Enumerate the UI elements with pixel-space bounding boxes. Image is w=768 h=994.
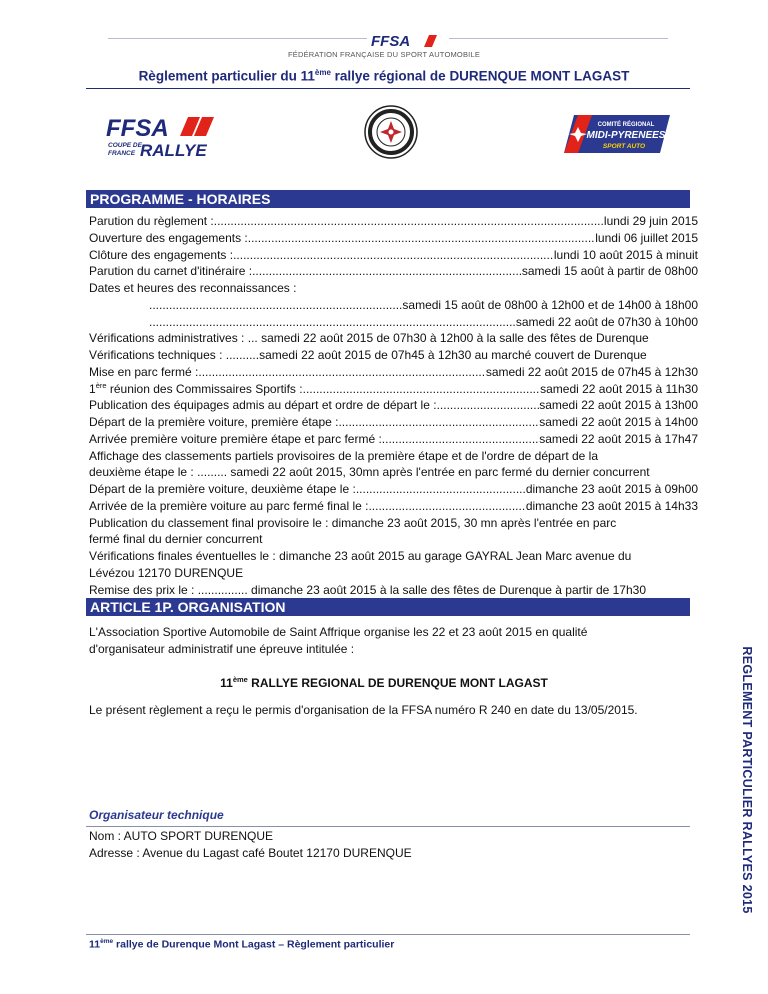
ffsa-coupe-de-france-rallye-logo — [104, 114, 224, 158]
programme-line: Vérifications finales éventuelles le : dimanche 23 août 2015 au garage GAYRAL Jean Marc avenue du — [89, 549, 632, 563]
svg-text:RALLYE: RALLYE — [140, 141, 207, 158]
organisateur-rule — [86, 826, 690, 827]
federation-subtitle: FÉDÉRATION FRANÇAISE DU SPORT AUTOMOBILE — [287, 50, 481, 59]
programme-line: Parution du carnet d'itinéraire : ..... samedi 15 août à partir de 08h00 — [89, 263, 698, 280]
svg-text:COUPE DE: COUPE DE — [108, 142, 142, 149]
programme-line: Lévézou 12170 DURENQUE — [89, 565, 244, 580]
programme-line: Vérifications administratives : ... samedi 22 août 2015 de 07h30 à 12h00 à la salle des fêtes de Durenque — [89, 331, 649, 346]
asa-seal-logo — [356, 104, 426, 160]
programme-line: ..... samedi 22 août de 07h30 à 10h00 — [89, 314, 698, 331]
svg-text:SPORT AUTO: SPORT AUTO — [602, 143, 646, 150]
svg-text:MIDI-PYRENEES: MIDI-PYRENEES — [586, 130, 666, 141]
organisateur-technique-label: Organisateur technique — [89, 808, 224, 822]
organisateur-name: Nom : AUTO SPORT DURENQUE — [89, 829, 274, 843]
programme-line: Vérifications techniques : ..........samedi 22 août 2015 de 07h45 à 12h30 au marché couvert de Durenque — [89, 348, 647, 362]
programme-line: Arrivée de la première voiture au parc fermé final le : ..... dimanche 23 août 2015 à 14h33 — [89, 498, 698, 515]
ffsa-header-logo — [363, 30, 453, 50]
programme-heading: PROGRAMME - HORAIRES — [86, 190, 690, 208]
programme-line: Parution du règlement : ..... lundi 29 juin 2015 — [89, 213, 698, 230]
programme-line: ..... samedi 15 août de 08h00 à 12h00 et de 14h00 à 18h00 — [89, 297, 698, 314]
page-title: Règlement particulier du 11ème rallye régional de DURENQUE MONT LAGAST — [138, 68, 630, 84]
programme-line: deuxième étape le : ......... samedi 22 août 2015, 30mn après l'entrée en parc fermé du dernier concurrent — [89, 465, 650, 480]
programme-line: fermé final du dernier concurrent — [89, 532, 263, 547]
programme-line: Publication du classement final provisoire le : dimanche 23 août 2015, 30 mn après l'entrée en parc — [89, 515, 617, 530]
programme-line: Ouverture des engagements : ..... lundi 06 juillet 2015 — [89, 230, 698, 247]
programme-line: 1ère réunion des Commissaires Sportifs : ..... samedi 22 août 2015 à 11h30 — [89, 381, 698, 398]
programme-list — [89, 213, 698, 598]
rally-name: 11ème RALLYE REGIONAL DE DURENQUE MONT LAGAST — [220, 675, 548, 690]
programme-line: Clôture des engagements : ..... lundi 10 août 2015 à minuit — [89, 247, 698, 264]
footer-text: 11ème rallye de Durenque Mont Lagast – Règlement particulier — [89, 938, 395, 951]
programme-line: Départ de la première voiture, première étape : ..... samedi 22 août 2015 à 14h00 — [89, 414, 698, 431]
svg-text:FRANCE: FRANCE — [108, 150, 136, 157]
programme-line: Arrivée première voiture première étape et parc fermé : ..... samedi 22 août 2015 à 17h47 — [89, 431, 698, 448]
svg-text:COMITÉ RÉGIONAL: COMITÉ RÉGIONAL — [597, 122, 655, 128]
footer-rule — [86, 934, 690, 935]
programme-line: Affichage des classements partiels provisoires de la première étape et de l'ordre de départ de la — [89, 448, 599, 463]
svg-text:FFSA: FFSA — [106, 115, 169, 142]
programme-line: Publication des équipages admis au départ et ordre de départ le : ..... samedi 22 août 2015 à 13h00 — [89, 397, 698, 414]
article-intro-line2: d'organisateur administratif une épreuve intitulée : — [89, 642, 355, 656]
organisateur-address: Adresse : Avenue du Lagast café Boutet 12170 DURENQUE — [89, 846, 412, 860]
ffsa-header-logo-text: FFSA — [371, 33, 411, 50]
article-intro-line1: L'Association Sportive Automobile de Saint Affrique organise les 22 et 23 août 2015 en qualité — [89, 625, 588, 639]
programme-line: Remise des prix le : ............... dimanche 23 août 2015 à la salle des fêtes de Durenque à partir de 17h30 — [89, 582, 646, 597]
programme-line: Mise en parc fermé : ..... samedi 22 août 2015 de 07h45 à 12h30 — [89, 364, 698, 381]
article-heading: ARTICLE 1P. ORGANISATION — [86, 598, 690, 616]
side-vertical-label: REGLEMENT PARTICULIER RALLYES 2015 — [740, 646, 754, 914]
permit-text: Le présent règlement a reçu le permis d'organisation de la FFSA numéro R 240 en date du 13/05/2015. — [89, 703, 638, 717]
comite-midi-pyrenees-logo — [564, 115, 670, 153]
title-rule — [86, 88, 690, 89]
programme-line: Dates et heures des reconnaissances : — [89, 281, 297, 295]
programme-line: Départ de la première voiture, deuxième étape le : ..... dimanche 23 août 2015 à 09h00 — [89, 481, 698, 498]
